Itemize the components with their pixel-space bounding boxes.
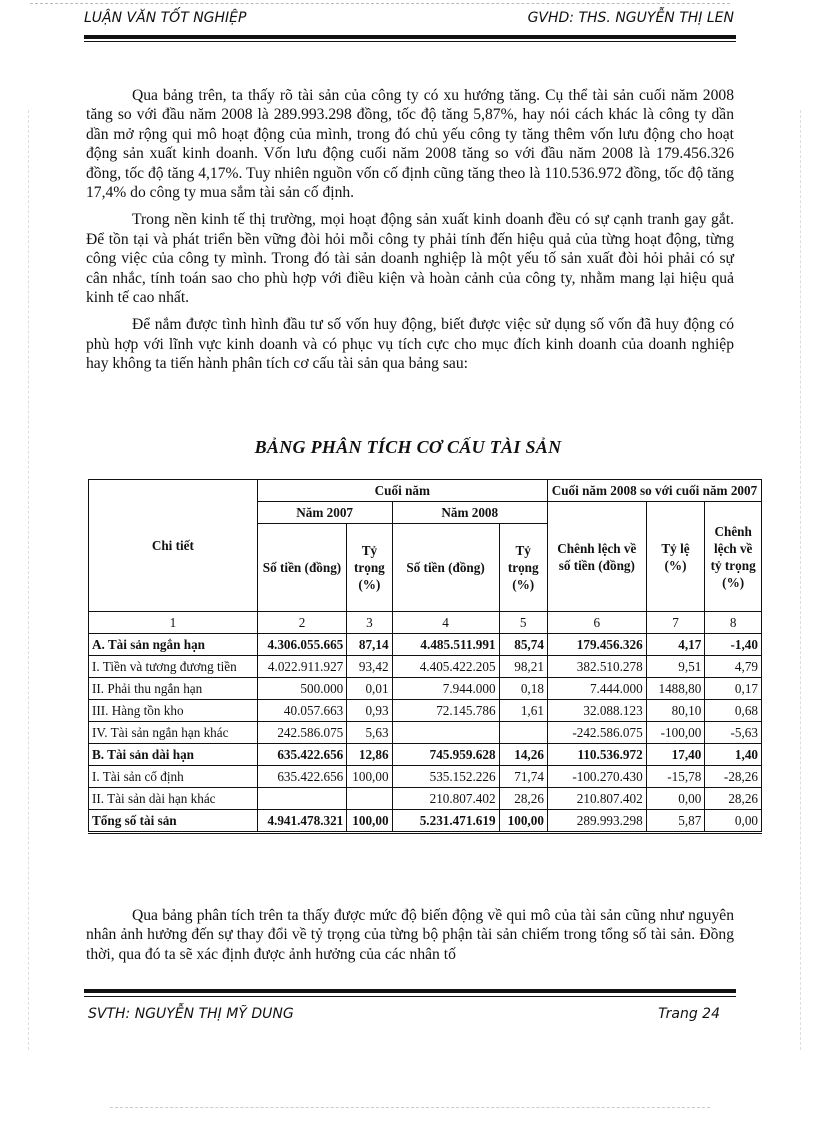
table-row-total — [89, 810, 762, 833]
cell-value: 17,40 — [646, 744, 705, 766]
header-chenh-lech-ty-trong: Chênh lệch về tỷ trọng (%) — [705, 502, 762, 612]
body-text — [86, 86, 734, 382]
cell-value: 110.536.972 — [547, 744, 646, 766]
table-title: BẢNG PHÂN TÍCH CƠ CẤU TÀI SẢN — [254, 437, 562, 457]
cell-value: -100,00 — [646, 722, 705, 744]
row-label: I. Tài sản cố định — [89, 766, 258, 788]
scan-edge-top — [30, 3, 730, 4]
cell-value: 93,42 — [347, 656, 392, 678]
cell-value: 0,18 — [499, 678, 547, 700]
table-row — [89, 678, 762, 700]
cell-value: 500.000 — [257, 678, 347, 700]
column-number: 7 — [646, 612, 705, 634]
cell-value: 40.057.663 — [257, 700, 347, 722]
column-number: 5 — [499, 612, 547, 634]
header-nam-2008: Năm 2008 — [392, 502, 547, 524]
cell-value: 4.022.911.927 — [257, 656, 347, 678]
scan-margin-right — [800, 110, 801, 1050]
cell-value: 0,00 — [705, 810, 762, 833]
page-number: Trang 24 — [658, 1006, 720, 1022]
cell-value: 4.306.055.665 — [257, 634, 347, 656]
cell-value: 100,00 — [347, 766, 392, 788]
cell-value: 382.510.278 — [547, 656, 646, 678]
column-number: 1 — [89, 612, 258, 634]
cell-value — [257, 788, 347, 810]
cell-value: 14,26 — [499, 744, 547, 766]
closing-text — [86, 906, 734, 964]
cell-value: 1488,80 — [646, 678, 705, 700]
cell-value: 5,87 — [646, 810, 705, 833]
header-so-tien-2008: Số tiền (đồng) — [392, 524, 499, 612]
cell-value: -15,78 — [646, 766, 705, 788]
cell-value: 4,17 — [646, 634, 705, 656]
cell-value: 0,00 — [646, 788, 705, 810]
cell-value: 85,74 — [499, 634, 547, 656]
cell-value: -28,26 — [705, 766, 762, 788]
header-chi-tiet: Chi tiết — [89, 480, 258, 612]
cell-value: 7.444.000 — [547, 678, 646, 700]
cell-value: 28,26 — [499, 788, 547, 810]
cell-value: 0,68 — [705, 700, 762, 722]
row-label: A. Tài sản ngắn hạn — [89, 634, 258, 656]
column-number: 6 — [547, 612, 646, 634]
cell-value: 0,93 — [347, 700, 392, 722]
cell-value: 535.152.226 — [392, 766, 499, 788]
header-ty-trong-2007: Tỷ trọng (%) — [347, 524, 392, 612]
header-nam-2007: Năm 2007 — [257, 502, 392, 524]
cell-value: 1,61 — [499, 700, 547, 722]
row-label: II. Tài sản dài hạn khác — [89, 788, 258, 810]
row-label: II. Phải thu ngắn hạn — [89, 678, 258, 700]
cell-value: 32.088.123 — [547, 700, 646, 722]
cell-value: -242.586.075 — [547, 722, 646, 744]
column-number: 3 — [347, 612, 392, 634]
cell-value: 635.422.656 — [257, 744, 347, 766]
cell-value: 100,00 — [347, 810, 392, 833]
paragraph-3: Để nắm được tình hình đầu tư số vốn huy động, biết được việc sử dụng số vốn đã huy động có phù hợp với lĩnh vực kinh doanh và có phục vụ tích cực cho mục đích kinh doanh của doanh nghiệp hay không ta tiến hành phân tích cơ cấu tài sản qua bảng sau: — [86, 316, 734, 373]
row-label: IV. Tài sản ngắn hạn khác — [89, 722, 258, 744]
cell-value: 179.456.326 — [547, 634, 646, 656]
cell-value: 28,26 — [705, 788, 762, 810]
cell-value — [392, 722, 499, 744]
cell-value: 0,17 — [705, 678, 762, 700]
table-row — [89, 634, 762, 656]
cell-value: 289.993.298 — [547, 810, 646, 833]
cell-value: 0,01 — [347, 678, 392, 700]
column-number: 8 — [705, 612, 762, 634]
row-label: B. Tài sản dài hạn — [89, 744, 258, 766]
cell-value: 80,10 — [646, 700, 705, 722]
header-rule-thick — [84, 35, 736, 39]
header-so-tien-2007: Số tiền (đồng) — [257, 524, 347, 612]
scan-edge-bottom — [110, 1107, 710, 1108]
cell-value: 745.959.628 — [392, 744, 499, 766]
header-comparison: Cuối năm 2008 so với cuối năm 2007 — [547, 480, 761, 502]
cell-value: 12,86 — [347, 744, 392, 766]
header-ty-le: Tỷ lệ (%) — [646, 502, 705, 612]
cell-value: 100,00 — [499, 810, 547, 833]
header-advisor: GVHD: THS. NGUYỄN THỊ LEN — [527, 10, 734, 26]
cell-value: 72.145.786 — [392, 700, 499, 722]
column-number: 4 — [392, 612, 499, 634]
asset-structure-table — [88, 479, 762, 834]
table-row — [89, 788, 762, 810]
footer-rule-thick — [84, 989, 736, 993]
cell-value: -100.270.430 — [547, 766, 646, 788]
cell-value: 9,51 — [646, 656, 705, 678]
header-title: LUẬN VĂN TỐT NGHIỆP — [84, 10, 247, 26]
column-number-row — [89, 612, 762, 634]
header-cuoi-nam: Cuối năm — [257, 480, 547, 502]
cell-value: 5.231.471.619 — [392, 810, 499, 833]
footer-rule-thin — [84, 996, 736, 997]
column-number: 2 — [257, 612, 347, 634]
table-row — [89, 700, 762, 722]
page-header — [84, 10, 734, 30]
paragraph-1: Qua bảng trên, ta thấy rõ tài sản của công ty có xu hướng tăng. Cụ thể tài sản cuối năm 2008 tăng so với đầu năm 2008 là 289.993.298 đồng, tốc độ tăng 5,87%, hay nói cách khác là công ty dần dần mở rộng qui mô hoạt động của mình, trong đó chủ yếu công ty tăng thêm vốn lưu động cho hoạt động sản xuất kinh doanh. Vốn lưu động cuối năm 2008 tăng so với đầu năm 2008 là 179.456.326 đồng, tốc độ tăng 4,17%. Tuy nhiên nguồn vốn cố định cũng tăng theo là 110.536.972 đồng, tốc độ tăng 17,4% do công ty mua sắm tài sản cố định. — [86, 87, 734, 202]
table-row — [89, 656, 762, 678]
scan-margin-left — [28, 110, 29, 1050]
footer-student: SVTH: NGUYỄN THỊ MỸ DUNG — [88, 1006, 294, 1022]
cell-value: 87,14 — [347, 634, 392, 656]
header-ty-trong-2008: Tỷ trọng (%) — [499, 524, 547, 612]
header-rule-thin — [84, 41, 736, 42]
cell-value: 98,21 — [499, 656, 547, 678]
cell-value: 4.405.422.205 — [392, 656, 499, 678]
row-label: I. Tiền và tương đương tiền — [89, 656, 258, 678]
cell-value: 71,74 — [499, 766, 547, 788]
cell-value: 4.485.511.991 — [392, 634, 499, 656]
header-chenh-lech-tien: Chênh lệch về số tiền (đồng) — [547, 502, 646, 612]
cell-value: 210.807.402 — [547, 788, 646, 810]
row-label: III. Hàng tồn kho — [89, 700, 258, 722]
cell-value: 5,63 — [347, 722, 392, 744]
cell-value: 1,40 — [705, 744, 762, 766]
table-row — [89, 766, 762, 788]
paragraph-2: Trong nền kinh tế thị trường, mọi hoạt động sản xuất kinh doanh đều có sự cạnh tranh gay gắt. Để tồn tại và phát triển bền vững đòi hỏi mỗi công ty phải tính đến hiệu quả của từng hoạt động, từng công việc của công ty mình. Trong đó tài sản doanh nghiệp là một yếu tố sản xuất đòi hỏi phải có sự cân nhắc, tính toán sao cho phù hợp với điều kiện và hoàn cảnh của công ty, nhằm mang lại hiệu quả kinh tế cao nhất. — [86, 211, 734, 307]
cell-value — [347, 788, 392, 810]
cell-value: 242.586.075 — [257, 722, 347, 744]
cell-value: 210.807.402 — [392, 788, 499, 810]
table-row — [89, 744, 762, 766]
row-label: Tổng số tài sản — [89, 810, 258, 833]
table-row — [89, 722, 762, 744]
page-footer — [88, 1006, 720, 1026]
cell-value: 4.941.478.321 — [257, 810, 347, 833]
cell-value: -1,40 — [705, 634, 762, 656]
cell-value — [499, 722, 547, 744]
cell-value: -5,63 — [705, 722, 762, 744]
cell-value: 4,79 — [705, 656, 762, 678]
paragraph-4: Qua bảng phân tích trên ta thấy được mức độ biến động về qui mô của tài sản cũng như nguyên nhân ảnh hưởng đến sự thay đổi về tỷ trọng của từng bộ phận tài sản chiếm trong tổng số tài sản. Đồng thời, qua đó ta sẽ xác định được ảnh hưởng của các nhân tố — [86, 907, 734, 963]
cell-value: 7.944.000 — [392, 678, 499, 700]
cell-value: 635.422.656 — [257, 766, 347, 788]
